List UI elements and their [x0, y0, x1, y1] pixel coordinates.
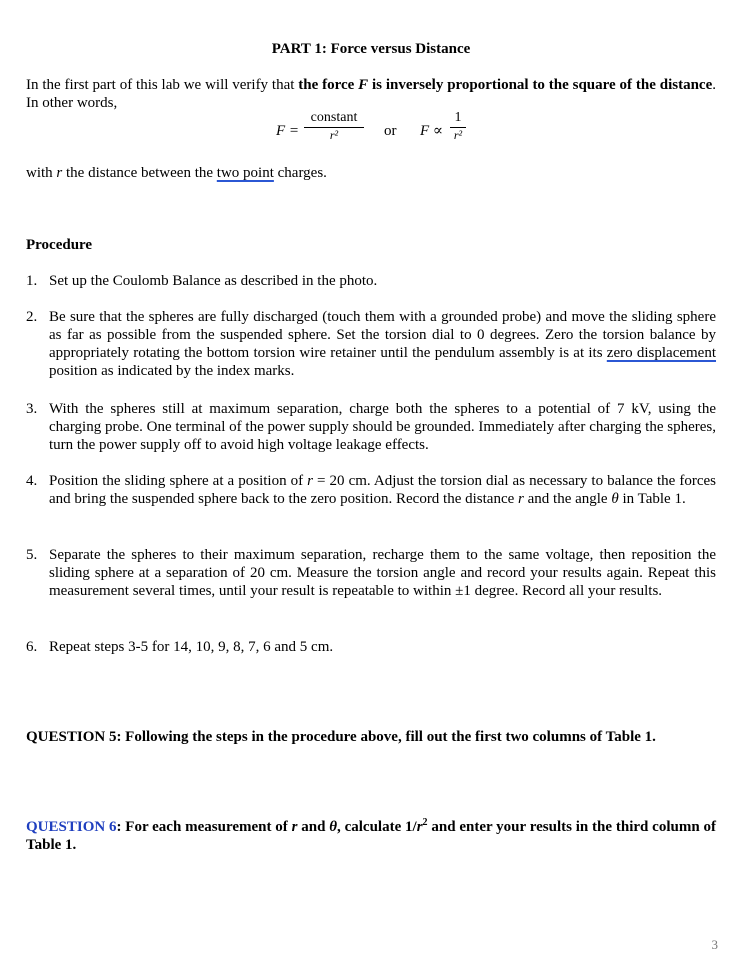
- question-6-label: QUESTION 6: [26, 819, 117, 835]
- procedure-step-2: 2. Be sure that the spheres are fully discharged (touch them with a grounded probe) and move the sliding sphere as far as possible from the suspended sphere. Set the torsion dial to 0 degrees. Zero the torsion balance by appropriately rotating the bottom torsion wire retainer until the pendulum assembly is at its zero displacement position as indicated by the index marks.: [26, 309, 717, 379]
- page-number: 3: [711, 937, 718, 952]
- distance-explanation: with r the distance between the two point charges.: [26, 165, 327, 181]
- procedure-step-4: 4. Position the sliding sphere at a position of r = 20 cm. Adjust the torsion dial as necessary to balance the forces and bring the suspended sphere back to the zero position. Record the distance r and the angle θ in Table 1.: [26, 473, 716, 507]
- procedure-step-6: 6. Repeat steps 3-5 for 14, 10, 9, 8, 7, 6 and 5 cm.: [26, 639, 334, 655]
- fraction-numerator: constant: [310, 110, 358, 125]
- equation-or: or: [384, 123, 397, 139]
- page-title: PART 1: Force versus Distance: [271, 41, 471, 57]
- question-5: QUESTION 5: Following the steps in the procedure above, fill out the first two columns of Table 1.: [26, 729, 656, 745]
- procedure-step-5: 5. Separate the spheres to their maximum separation, recharge them to the same voltage, then reposition the sliding sphere at a separation of 20 cm. Measure the torsion angle and record your results again. Repeat this measurement several times, until your result is repeatable to within ±1 degree. Record all your results.: [26, 547, 716, 599]
- equation-lhs: F =: [276, 123, 300, 139]
- fraction-constant: [304, 110, 364, 142]
- fraction-numerator-2: 1: [454, 110, 462, 125]
- fraction-one: [450, 110, 466, 142]
- equation: [0, 110, 754, 154]
- equation-lhs-proportional: F ∝: [420, 123, 444, 139]
- procedure-heading: Procedure: [26, 237, 93, 253]
- intro-paragraph: In the first part of this lab we will verify that the force F is inversely proportional to the square of the distance. In other words,: [26, 77, 716, 111]
- procedure-step-1: 1. Set up the Coulomb Balance as described in the photo.: [26, 273, 378, 289]
- fraction-denominator-2: r²: [453, 128, 463, 142]
- underlined-zero-displacement: zero displacement: [606, 345, 717, 361]
- fraction-denominator: r²: [329, 128, 339, 142]
- underlined-two-point: two point: [216, 165, 274, 181]
- procedure-step-3: 3. With the spheres still at maximum separation, charge both the spheres to a potential of 7 kV, using the charging probe. One terminal of the power supply should be grounded. Immediately after charging the spheres, turn the power supply off to avoid high voltage leakage effects.: [26, 401, 716, 453]
- question-6: QUESTION 6: For each measurement of r and θ, calculate $1/r^2$ and enter your results in the third column of Table 1.: [26, 817, 716, 853]
